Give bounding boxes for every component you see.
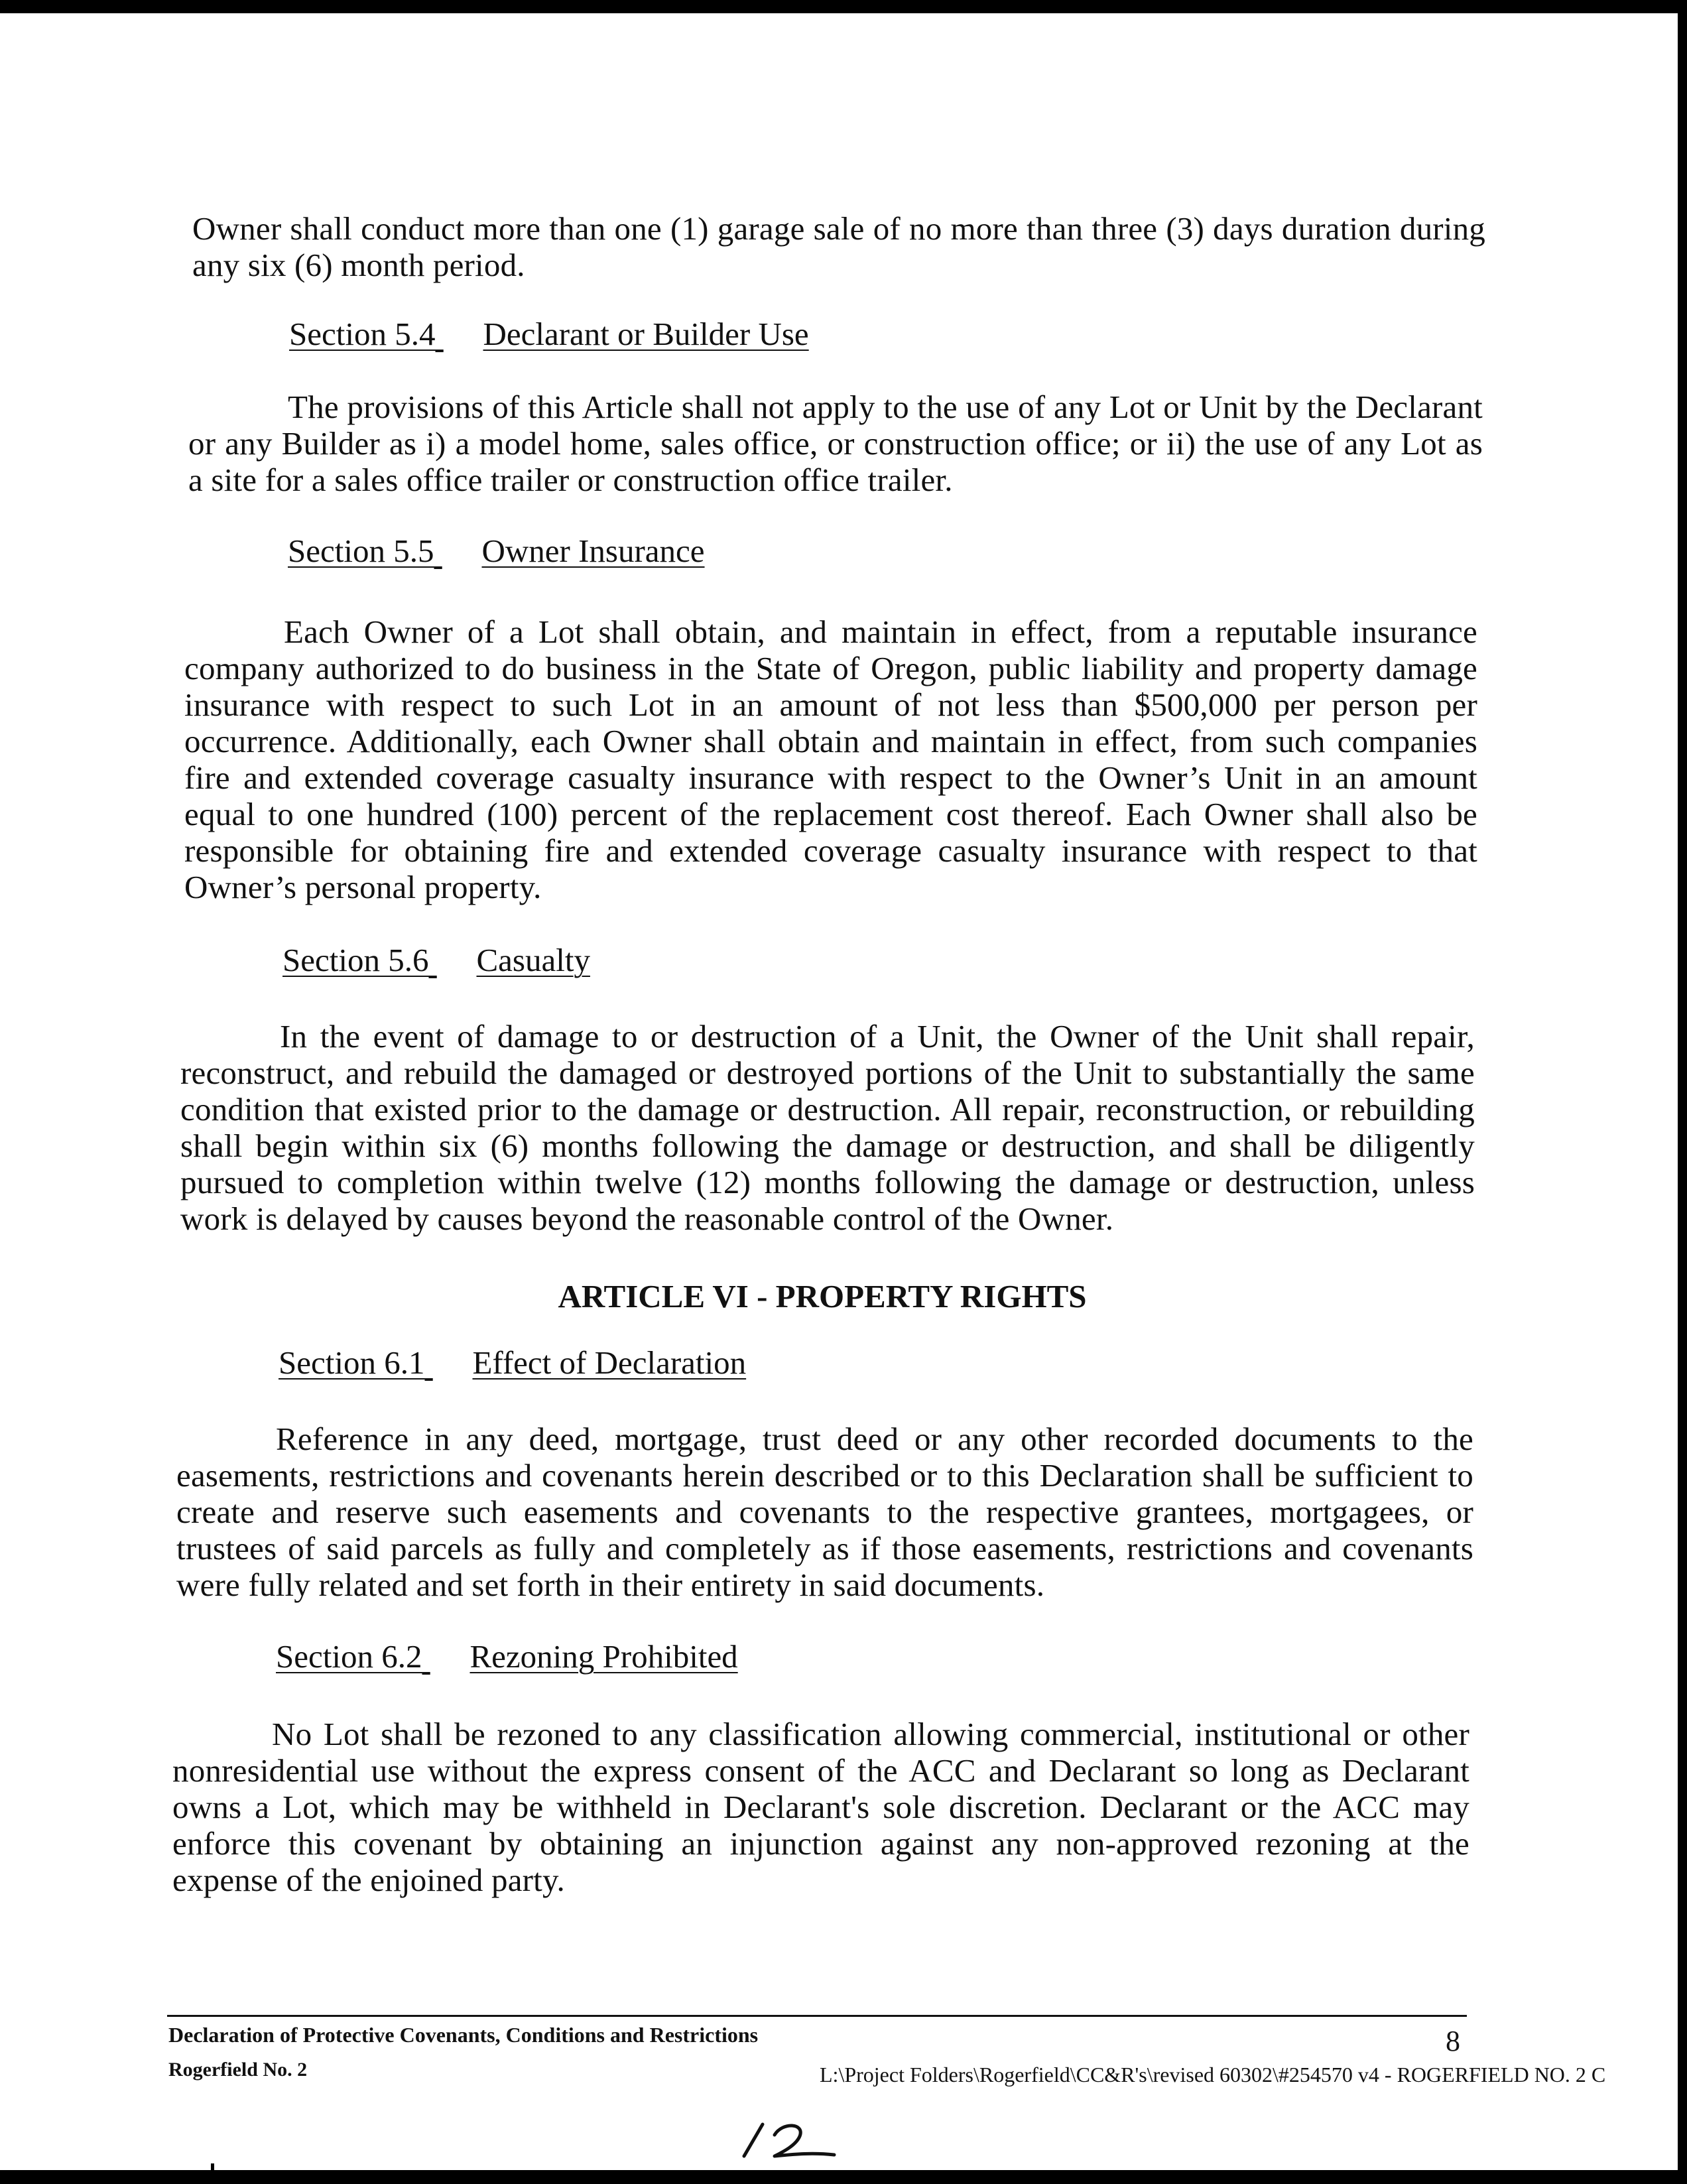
section-5-4-body: The provisions of this Article shall not apply to the use of any Lot or Unit by the Declarant or any Builder as i) a model home, sales office, or construction office; or ii) the use of any Lot as a site for a sales office trailer or construction office trailer. [188, 389, 1483, 498]
section-6-1-body: Reference in any deed, mortgage, trust deed or any other recorded documents to the easements, restrictions and covenants herein described or to this Declaration shall be sufficient to create and reserve such easements and covenants to the respective grantees, mortgagees, or trustees of said parcels as fully and completely as if those easements, restrictions and covenants were fully related and set forth in their entirety in said documents. [176, 1421, 1473, 1603]
section-title: Owner Insurance [481, 533, 705, 569]
section-5-4-heading [289, 316, 809, 352]
section-5-6-body: In the event of damage to or destruction of a Unit, the Owner of the Unit shall repair, reconstruct, and rebuild the damaged or destroyed portions of the Unit to substantially the same condition that existed prior to the damage or destruction. All repair, reconstruction, or rebuilding shall begin within six (6) months following the damage or destruction, and shall be diligently pursued to completion within twelve (12) months following the damage or destruction, unless work is delayed by causes beyond the reasonable control of the Owner. [180, 1018, 1475, 1237]
section-number: Section 5.6 [282, 942, 429, 978]
section-number: Section 6.1 [279, 1344, 425, 1381]
section-number: Section 6.2 [276, 1638, 422, 1675]
footer-divider [167, 2015, 1467, 2017]
section-title: Effect of Declaration [472, 1344, 747, 1381]
handwritten-page-note [736, 2119, 842, 2159]
section-title: Rezoning Prohibited [469, 1638, 738, 1675]
section-number: Section 5.4 [289, 316, 436, 352]
footer-page-number: 8 [1446, 2025, 1460, 2057]
footer-file-path: L:\Project Folders\Rogerfield\CC&R's\revised 60302\#254570 v4 - ROGERFIELD NO. 2 C [820, 2063, 1606, 2087]
section-6-2-heading [276, 1638, 738, 1675]
section-6-1-heading [279, 1344, 746, 1381]
article-heading: ARTICLE VI - PROPERTY RIGHTS [558, 1278, 1087, 1315]
section-title: Declarant or Builder Use [483, 316, 809, 352]
section-title: Casualty [476, 942, 590, 978]
footer-document-title: Declaration of Protective Covenants, Conditions and Restrictions [168, 2023, 759, 2047]
section-6-2-body: No Lot shall be rezoned to any classification allowing commercial, institutional or other nonresidential use without the express consent of the ACC and Declarant so long as Declarant owns a Lot, which may be withheld in Declarant's sole discretion. Declarant or the ACC may enforce this covenant by obtaining an injunction against any non-approved rezoning at the expense of the enjoined party. [172, 1716, 1469, 1898]
intro-paragraph: Owner shall conduct more than one (1) garage sale of no more than three (3) days duration during any six (6) month period. [192, 210, 1485, 283]
section-number: Section 5.5 [288, 533, 434, 569]
footer-subtitle: Rogerfield No. 2 [168, 2059, 308, 2081]
section-5-6-heading [282, 942, 590, 978]
section-5-5-body: Each Owner of a Lot shall obtain, and maintain in effect, from a reputable insurance company authorized to do business in the State of Oregon, public liability and property damage insurance with respect to such Lot in an amount of not less than $500,000 per person per occurrence. Additionally, each Owner shall obtain and maintain in effect, from such companies fire and extended coverage casualty insurance with respect to the Owner’s Unit in an amount equal to one hundred (100) percent of the replacement cost thereof. Each Owner shall also be responsible for obtaining fire and extended coverage casualty insurance with respect to that Owner’s personal property. [184, 613, 1477, 905]
section-5-5-heading [288, 533, 705, 569]
